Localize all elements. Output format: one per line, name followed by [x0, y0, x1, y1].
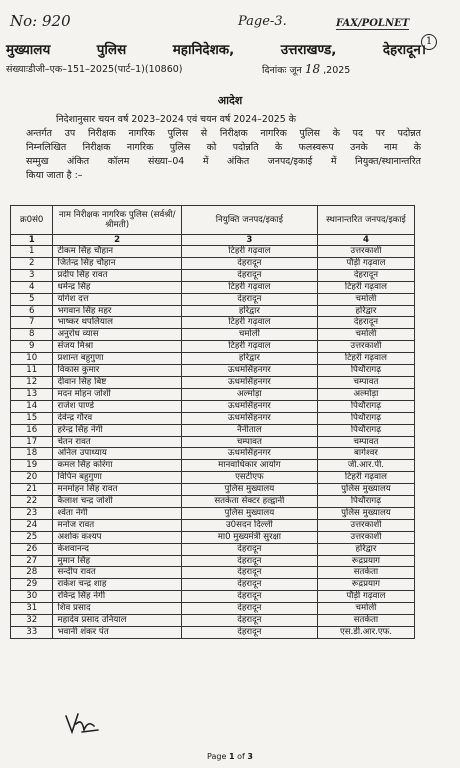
table-row — [11, 305, 415, 317]
row-name: राजेश पाण्डे — [53, 400, 181, 412]
row-posted-unit: चम्पावत — [181, 436, 317, 448]
handwritten-signature — [62, 710, 102, 736]
paragraph-line: निम्नलिखित निरीक्षक नागरिक पुलिस को पदोन्नति के फलस्वरूप उनके नाम के — [26, 142, 421, 153]
row-transfer-unit: पिथौरागढ़ — [317, 400, 414, 412]
row-name: देवेन्द्र गौरव — [53, 412, 181, 424]
row-posted-unit: ऊधमसिंहनगर — [181, 376, 317, 388]
row-name: श्वेता नेगी — [53, 507, 181, 519]
table-row — [11, 293, 415, 305]
table-row — [11, 388, 415, 400]
row-posted-unit: ऊधमसिंहनगर — [181, 448, 317, 460]
row-name: मनोज रावत — [53, 519, 181, 531]
row-posted-unit: देहरादून — [181, 555, 317, 567]
row-transfer-unit: पिथौरागढ़ — [317, 496, 414, 508]
row-transfer-unit: चम्पावत — [317, 436, 414, 448]
row-name: रविन्द्र सिंह नेगी — [53, 591, 181, 603]
row-name: प्रदीप सिंह रावत — [53, 269, 181, 281]
row-name: केशवानन्द — [53, 543, 181, 555]
row-name: विपिन बहुगुणा — [53, 472, 181, 484]
table-row — [11, 531, 415, 543]
row-transfer-unit: सतर्कता — [317, 615, 414, 627]
row-posted-unit: देहरादून — [181, 293, 317, 305]
date-label: दिनांकः जून — [262, 65, 302, 76]
row-serial: 6 — [11, 305, 53, 317]
row-posted-unit: देहरादून — [181, 269, 317, 281]
row-serial: 29 — [11, 579, 53, 591]
row-serial: 14 — [11, 400, 53, 412]
date-year: ,2025 — [323, 65, 351, 76]
row-name: मुमान सिंह — [53, 555, 181, 567]
table-row — [11, 365, 415, 377]
column-number: 4 — [317, 235, 414, 246]
row-posted-unit: देहरादून — [181, 579, 317, 591]
row-serial: 15 — [11, 412, 53, 424]
table-row — [11, 341, 415, 353]
row-name: योगेश दत्त — [53, 293, 181, 305]
table-row — [11, 424, 415, 436]
row-serial: 22 — [11, 496, 53, 508]
row-transfer-unit: पौड़ी गढ़वाल — [317, 591, 414, 603]
row-name: चेतन रावत — [53, 436, 181, 448]
row-serial: 18 — [11, 448, 53, 460]
row-transfer-unit: पुलिस मुख्यालय — [317, 484, 414, 496]
table-row — [11, 436, 415, 448]
table-row — [11, 627, 415, 639]
row-transfer-unit: पिथौरागढ़ — [317, 424, 414, 436]
table-row — [11, 603, 415, 615]
row-transfer-unit: उत्तरकाशी — [317, 341, 414, 353]
table-row — [11, 519, 415, 531]
row-posted-unit: देहरादून — [181, 591, 317, 603]
row-serial: 26 — [11, 543, 53, 555]
table-row — [11, 579, 415, 591]
row-name: कमल सिंह कोरंगा — [53, 460, 181, 472]
row-transfer-unit: अल्मोड़ा — [317, 388, 414, 400]
transfer-table — [10, 205, 415, 639]
row-serial: 27 — [11, 555, 53, 567]
row-name: मदन मोहन जोशी — [53, 388, 181, 400]
row-name: अनिल उपाध्याय — [53, 448, 181, 460]
row-posted-unit: ऊधमसिंहनगर — [181, 400, 317, 412]
row-name: दीवान सिंह बिष्ट — [53, 376, 181, 388]
row-transfer-unit: पिथौरागढ़ — [317, 412, 414, 424]
row-name: हरेन्द्र सिंह नेगी — [53, 424, 181, 436]
row-transfer-unit: एस.डी.आर.एफ. — [317, 627, 414, 639]
table-row — [11, 269, 415, 281]
table-row — [11, 591, 415, 603]
row-transfer-unit: टिहरी गढ़वाल — [317, 281, 414, 293]
row-name: विकास कुमार — [53, 365, 181, 377]
row-serial: 8 — [11, 329, 53, 341]
row-posted-unit: पुलिस मुख्यालय — [181, 507, 317, 519]
row-serial: 32 — [11, 615, 53, 627]
row-posted-unit: टिहरी गढ़वाल — [181, 281, 317, 293]
table-row — [11, 353, 415, 365]
row-serial: 1 — [11, 246, 53, 258]
row-posted-unit: देहरादून — [181, 603, 317, 615]
row-serial: 12 — [11, 376, 53, 388]
row-posted-unit: देहरादून — [181, 543, 317, 555]
row-serial: 9 — [11, 341, 53, 353]
row-serial: 13 — [11, 388, 53, 400]
table-row — [11, 472, 415, 484]
row-name: प्रशान्त बहुगुणा — [53, 353, 181, 365]
footer-prefix: Page — [207, 752, 227, 761]
row-posted-unit: ऊधमसिंहनगर — [181, 365, 317, 377]
table-row — [11, 246, 415, 258]
row-posted-unit: देहरादून — [181, 615, 317, 627]
row-transfer-unit: उत्तरकाशी — [317, 531, 414, 543]
table-row — [11, 543, 415, 555]
row-serial: 2 — [11, 257, 53, 269]
row-serial: 10 — [11, 353, 53, 365]
row-posted-unit: टिहरी गढ़वाल — [181, 341, 317, 353]
footer-sep: of — [237, 752, 245, 761]
row-transfer-unit: हरिद्वार — [317, 543, 414, 555]
hq-word: महानिदेशक, — [172, 42, 235, 58]
row-name: अशोक कश्यप — [53, 531, 181, 543]
row-posted-unit: ऊधमसिंहनगर — [181, 412, 317, 424]
paragraph-line: अन्तर्गत उप निरीक्षक नागरिक पुलिस से निरीक्षक नागरिक पुलिस के पद पर पदोन्नत — [26, 128, 421, 139]
footer-current-page: 1 — [228, 752, 235, 761]
row-transfer-unit: बागेश्वर — [317, 448, 414, 460]
page-footer — [0, 752, 460, 761]
header-name: नाम निरीक्षक नागरिक पुलिस (सर्वश्री/श्रीमती) — [53, 206, 181, 235]
row-transfer-unit: रूद्रप्रयाग — [317, 579, 414, 591]
row-posted-unit: नैनीताल — [181, 424, 317, 436]
table-row — [11, 615, 415, 627]
date-day: 18 — [304, 62, 321, 76]
table-row — [11, 317, 415, 329]
row-transfer-unit: टिहरी गढ़वाल — [317, 472, 414, 484]
table-row — [11, 400, 415, 412]
headquarters-line — [6, 40, 426, 58]
row-transfer-unit: चमोली — [317, 293, 414, 305]
row-transfer-unit: हरिद्वार — [317, 305, 414, 317]
table-row — [11, 496, 415, 508]
row-serial: 24 — [11, 519, 53, 531]
table-header-row — [11, 206, 415, 235]
row-serial: 33 — [11, 627, 53, 639]
row-serial: 17 — [11, 436, 53, 448]
row-posted-unit: देहरादून — [181, 627, 317, 639]
row-transfer-unit: चमोली — [317, 329, 414, 341]
hq-word: उत्तराखण्ड, — [280, 42, 337, 58]
column-number: 3 — [181, 235, 317, 246]
row-name: राकेश चन्द्र शाह — [53, 579, 181, 591]
row-posted-unit: चमोली — [181, 329, 317, 341]
memo-number: No: 920 — [10, 12, 71, 30]
row-transfer-unit: चमोली — [317, 603, 414, 615]
row-name: कैलाश चन्द्र जोशी — [53, 496, 181, 508]
header-transfer-unit: स्थानान्तरित जनपद/इकाई — [317, 206, 414, 235]
row-transfer-unit: पौड़ी गढ़वाल — [317, 257, 414, 269]
table-row — [11, 257, 415, 269]
row-name: शिव प्रसाद — [53, 603, 181, 615]
row-posted-unit: हरिद्वार — [181, 353, 317, 365]
row-posted-unit: पुलिस मुख्यालय — [181, 484, 317, 496]
row-serial: 25 — [11, 531, 53, 543]
row-posted-unit: टिहरी गढ़वाल — [181, 317, 317, 329]
row-transfer-unit: देहरादून — [317, 317, 414, 329]
row-serial: 23 — [11, 507, 53, 519]
row-serial: 3 — [11, 269, 53, 281]
row-transfer-unit: उत्तरकाशी — [317, 246, 414, 258]
paragraph-line: किया जाता है :– — [26, 170, 83, 181]
row-posted-unit: मा0 मुख्यमंत्री सुरक्षा — [181, 531, 317, 543]
row-name: जितेन्द्र सिंह चौहान — [53, 257, 181, 269]
order-paragraph — [26, 113, 421, 183]
row-name: सन्दीप रावत — [53, 567, 181, 579]
row-transfer-unit: सतर्कता — [317, 567, 414, 579]
row-posted-unit: देहरादून — [181, 257, 317, 269]
table-row — [11, 412, 415, 424]
row-name: मनमोहन सिंह रावत — [53, 484, 181, 496]
page-mark: Page-3. — [238, 14, 287, 29]
row-name: भगवान सिंह महर — [53, 305, 181, 317]
row-serial: 4 — [11, 281, 53, 293]
row-name: संजय मिश्रा — [53, 341, 181, 353]
row-posted-unit: अल्मोड़ा — [181, 388, 317, 400]
fax-note: FAX/POLNET — [336, 18, 410, 29]
column-number: 1 — [11, 235, 53, 246]
order-date — [262, 62, 350, 76]
row-posted-unit: उ0सदन दिल्ली — [181, 519, 317, 531]
table-row — [11, 507, 415, 519]
table-row — [11, 460, 415, 472]
row-serial: 16 — [11, 424, 53, 436]
row-name: अनुरोध व्यास — [53, 329, 181, 341]
table-row — [11, 448, 415, 460]
row-serial: 28 — [11, 567, 53, 579]
table-row — [11, 376, 415, 388]
row-posted-unit: एसटीएफ — [181, 472, 317, 484]
order-title: आदेश — [217, 94, 243, 107]
header-posted-unit: नियुक्ति जनपद/इकाई — [181, 206, 317, 235]
row-transfer-unit: पिथौरागढ़ — [317, 365, 414, 377]
row-posted-unit: टिहरी गढ़वाल — [181, 246, 317, 258]
table-row — [11, 555, 415, 567]
row-posted-unit: हरिद्वार — [181, 305, 317, 317]
table-row — [11, 567, 415, 579]
row-name: धर्मेन्द्र सिंह — [53, 281, 181, 293]
row-serial: 11 — [11, 365, 53, 377]
row-transfer-unit: चम्पावत — [317, 376, 414, 388]
footer-total-pages: 3 — [247, 752, 253, 761]
hq-word: मुख्यालय — [6, 42, 51, 58]
circle-mark: 1 — [421, 34, 437, 50]
paragraph-line: निदेशानुसार चयन वर्ष 2023–2024 एवं चयन वर्ष 2024–2025 के — [56, 114, 296, 125]
row-name: भाष्कर थपलियाल — [53, 317, 181, 329]
row-serial: 7 — [11, 317, 53, 329]
hq-word: पुलिस — [96, 42, 127, 58]
row-name: टीकम सिंह चौहान — [53, 246, 181, 258]
row-serial: 31 — [11, 603, 53, 615]
row-transfer-unit: पुलिस मुख्यालय — [317, 507, 414, 519]
hq-word: देहरादून। — [382, 42, 426, 58]
row-serial: 30 — [11, 591, 53, 603]
row-serial: 20 — [11, 472, 53, 484]
row-transfer-unit: जी.आर.पी. — [317, 460, 414, 472]
table-row — [11, 484, 415, 496]
column-number-row — [11, 235, 415, 246]
paragraph-line: सम्मुख अंकित कॉलम संख्या–04 में अंकित जनपद/इकाई में नियुक्त/स्थानान्तरित — [26, 156, 421, 167]
row-posted-unit: सतर्कता सेक्टर हल्द्वानी — [181, 496, 317, 508]
row-transfer-unit: उत्तरकाशी — [317, 519, 414, 531]
row-serial: 19 — [11, 460, 53, 472]
row-transfer-unit: रूद्रप्रयाग — [317, 555, 414, 567]
table-row — [11, 329, 415, 341]
row-serial: 5 — [11, 293, 53, 305]
row-posted-unit: मानवाधिकार आयोग — [181, 460, 317, 472]
column-number: 2 — [53, 235, 181, 246]
table-row — [11, 281, 415, 293]
row-transfer-unit: टिहरी गढ़वाल — [317, 353, 414, 365]
reference-number: संख्याःडीजी–एक–151–2025(पार्ट–1)(10860) — [6, 64, 183, 75]
row-transfer-unit: देहरादून — [317, 269, 414, 281]
row-serial: 21 — [11, 484, 53, 496]
row-name: महादेव प्रसाद उनियाल — [53, 615, 181, 627]
row-posted-unit: देहरादून — [181, 567, 317, 579]
row-name: भवानी शंकर पंत — [53, 627, 181, 639]
header-serial: क्र0सं0 — [11, 206, 53, 235]
